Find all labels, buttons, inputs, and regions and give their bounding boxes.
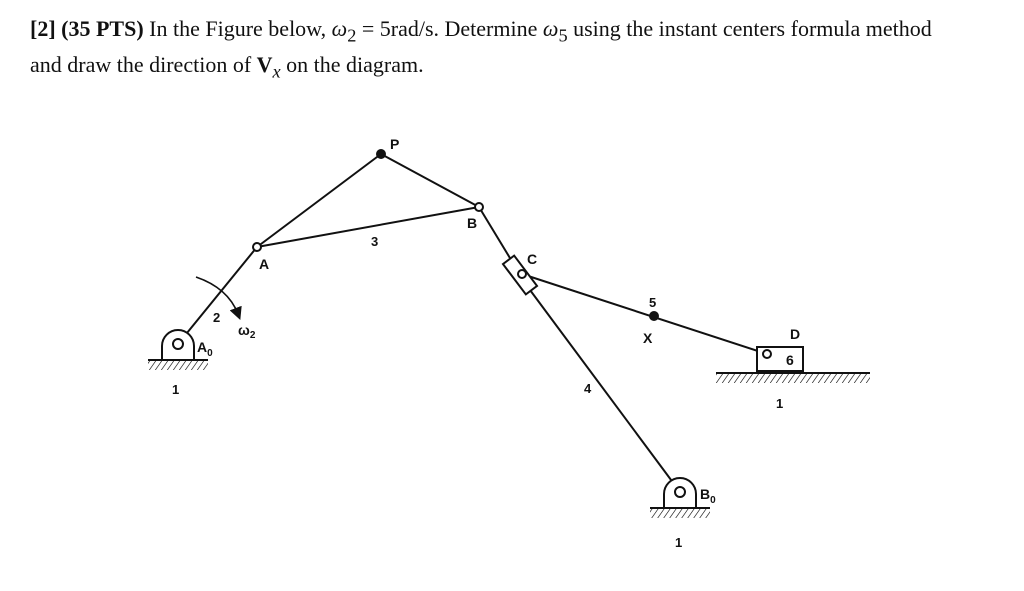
link-number-1-a0: 1 [172,382,180,397]
link-number-1-d: 1 [776,396,784,411]
link-number-1-b0: 1 [675,535,683,550]
link-number-2: 2 [213,310,221,325]
label-p: P [390,136,400,152]
link-number-4: 4 [584,381,592,396]
omega2-symbol: ω [331,16,348,41]
label-a0: $A_0$ [197,339,213,359]
vx-symbol: V [256,52,273,78]
pin-c [518,270,526,278]
pin-b [475,203,483,211]
omega5-subscript: 5 [558,25,568,46]
link-number-6: 6 [786,352,794,368]
label-omega2: $\omega_2$ [238,322,256,341]
vx-subscript: x [272,61,281,82]
label-b0: $B_0$ [700,486,716,506]
label-b: B [467,215,478,231]
link-number-3: 3 [371,234,379,249]
link-3-pb [381,154,479,207]
problem-text-1a: In the Figure below, [149,16,327,41]
pin-a [253,243,261,251]
omega5-symbol: ω [542,16,559,41]
omega2-value: = 5rad/s. Determine [361,16,538,41]
link-3-ap [257,154,381,247]
label-a: A [259,256,270,272]
problem-text-2b: on the diagram. [286,52,424,78]
point-p [376,149,386,159]
label-c: C [527,251,538,267]
problem-header: [2] (35 PTS) [30,16,144,41]
link-number-5: 5 [649,295,657,310]
problem-text-2a: and draw the direction of [30,52,252,78]
label-x: X [643,330,653,346]
point-x [649,311,659,321]
link-4-lower [530,290,680,492]
link-3-ab [257,207,479,247]
link-4-upper [479,207,513,263]
problem-text-1b: using the instant centers formula method [573,16,932,41]
omega2-subscript: 2 [347,25,357,46]
label-d: D [790,326,801,342]
